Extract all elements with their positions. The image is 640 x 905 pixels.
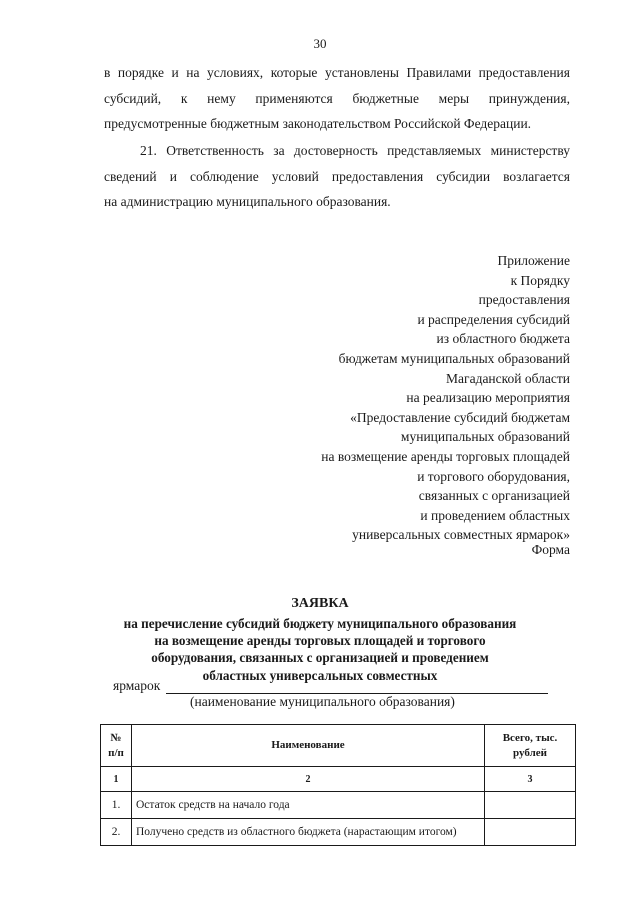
text-line: 21. Ответственность за достоверность представляемых министерству <box>140 143 570 158</box>
appendix-line: «Предоставление субсидий бюджетам <box>350 409 570 425</box>
header-total: Всего, тыс. рублей <box>485 725 576 767</box>
row-number: 1. <box>101 792 132 819</box>
appendix-line: на реализацию мероприятия <box>406 390 570 406</box>
text-line: в порядке и на условиях, которые установлены Правилами предоставления <box>104 65 570 80</box>
municipality-field-row <box>113 678 548 694</box>
subtitle-line: на перечисление субсидий бюджету муниципального образования <box>123 616 517 631</box>
appendix-block <box>321 251 570 545</box>
table-header-row <box>101 725 576 767</box>
appendix-line: универсальных совместных ярмарок» <box>352 527 570 543</box>
request-title: ЗАЯВКА <box>291 596 349 611</box>
header-name: Наименование <box>132 725 485 767</box>
table-column-number-row <box>101 767 576 792</box>
paragraph-21 <box>104 138 570 215</box>
appendix-line: и распределения субсидий <box>417 311 570 327</box>
header-number: № п/п <box>101 725 132 767</box>
subtitle-line: областных универсальных совместных <box>202 667 438 683</box>
municipality-name-line[interactable] <box>166 680 548 694</box>
text-line: на администрацию муниципального образования. <box>104 194 391 209</box>
column-number: 2 <box>132 767 485 792</box>
subtitle-line: на возмещение аренды торговых площадей и торгового <box>154 633 486 649</box>
appendix-line: к Порядку <box>510 272 570 288</box>
column-number: 1 <box>101 767 132 792</box>
municipality-caption: (наименование муниципального образования) <box>190 694 455 709</box>
request-table <box>100 724 576 846</box>
appendix-line: предоставления <box>478 292 570 308</box>
appendix-line: бюджетам муниципальных образований <box>338 350 570 366</box>
row-name: Получено средств из областного бюджета (нарастающим итогом) <box>132 819 485 846</box>
subtitle-line: оборудования, связанных с организацией и проведением <box>151 650 489 666</box>
row-total-cell[interactable] <box>485 819 576 846</box>
appendix-line: Приложение <box>497 253 570 268</box>
text-line: субсидий, к нему применяются бюджетные меры принуждения, <box>104 90 570 106</box>
row-total-cell[interactable] <box>485 792 576 819</box>
fair-word: ярмарок <box>113 678 161 693</box>
table-row <box>101 792 576 819</box>
appendix-line: муниципальных образований <box>400 429 570 445</box>
column-number: 3 <box>485 767 576 792</box>
appendix-line: Магаданской области <box>446 370 570 386</box>
paragraph-continuation <box>104 60 570 137</box>
page-number: 30 <box>313 36 327 51</box>
appendix-line: и торгового оборудования, <box>417 468 570 484</box>
table-row <box>101 819 576 846</box>
text-line: предусмотренные бюджетным законодательством Российской Федерации. <box>104 116 532 131</box>
row-name: Остаток средств на начало года <box>132 792 485 819</box>
text-line: сведений и соблюдение условий предоставления субсидии возлагается <box>104 168 570 184</box>
form-label: Форма <box>531 542 570 557</box>
appendix-line: из областного бюджета <box>436 331 570 347</box>
appendix-line: связанных с организацией <box>418 488 570 504</box>
row-number: 2. <box>101 819 132 846</box>
request-subtitle <box>100 615 540 684</box>
appendix-line: и проведением областных <box>420 507 570 523</box>
appendix-line: на возмещение аренды торговых площадей <box>321 448 570 464</box>
